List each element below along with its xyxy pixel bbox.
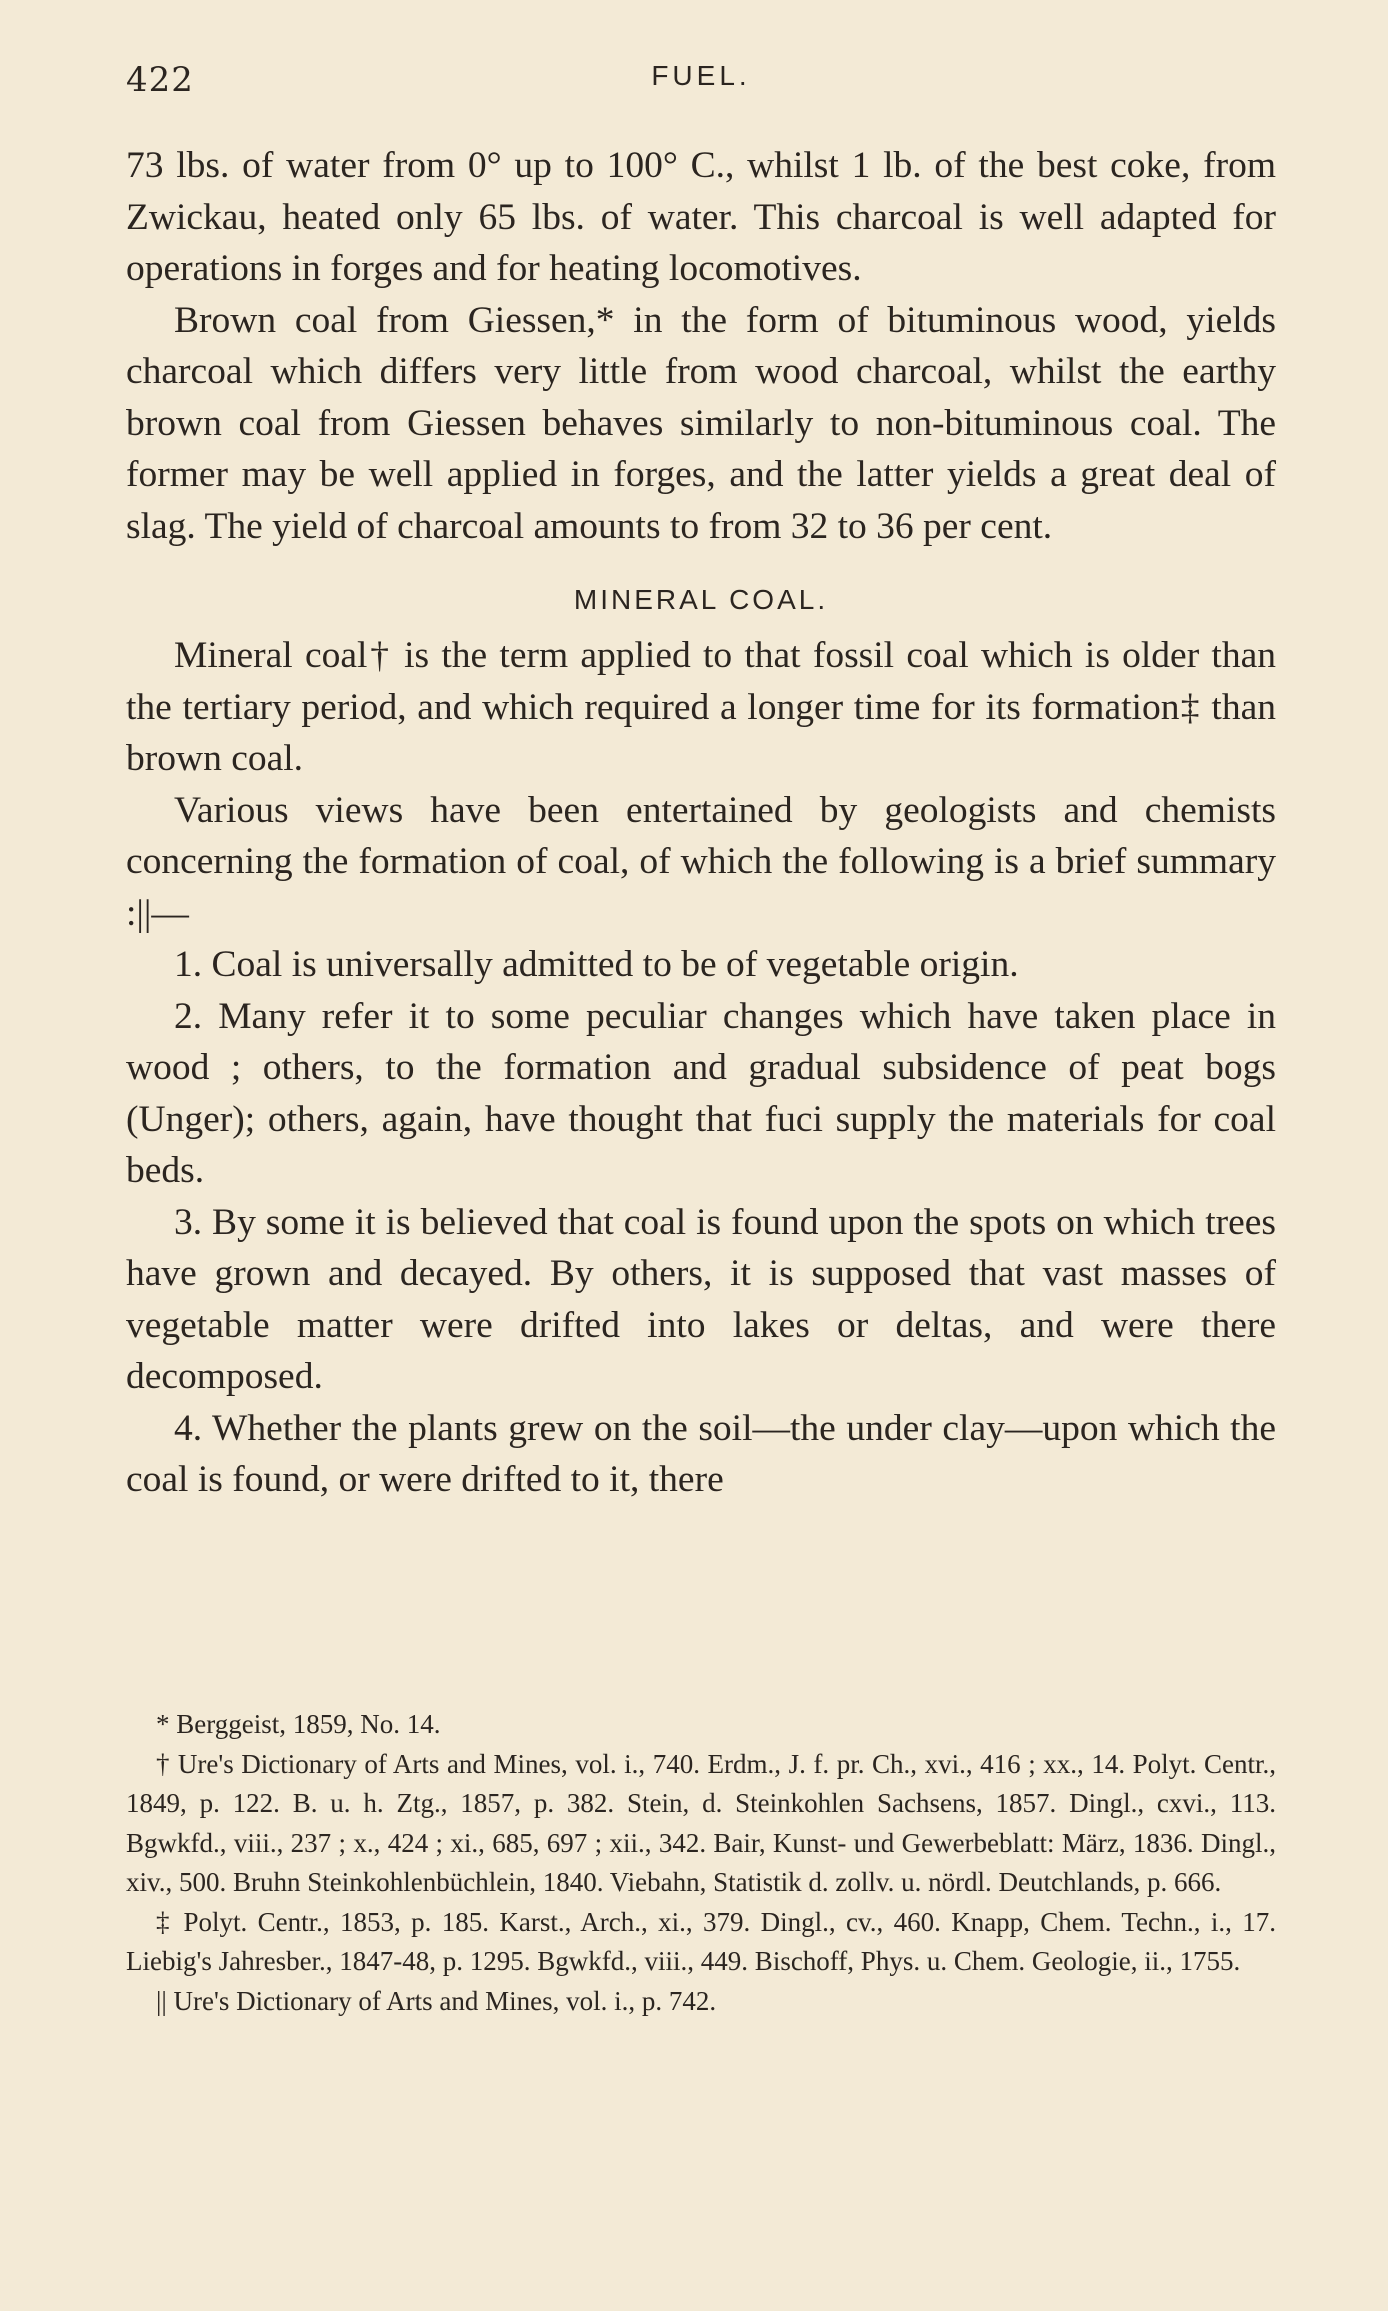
footnote: * Berggeist, 1859, No. 14. — [156, 1709, 441, 1739]
footnote: ‡ Polyt. Centr., 1853, p. 185. Karst., Arch., xi., 379. Dingl., cv., 460. Knapp, Chem. Techn., i., 17. Liebig's Jahresber., 1847-48, p. 1295. Bgwkfd., viii., 449. Bischoff, Phys. u. Chem. Geologie, ii., 1755. — [126, 1906, 1276, 1976]
paragraph: Mineral coal† is the term applied to that fossil coal which is older than the tertiary period, and which required a longer time for its formation‡ than brown coal. — [126, 635, 1276, 779]
list-item: 1. Coal is universally admitted to be of vegetable origin. — [174, 944, 1019, 985]
running-head: FUEL. — [651, 60, 751, 91]
page-number: 422 — [126, 60, 194, 100]
paragraph: Brown coal from Giessen,* in the form of bituminous wood, yields charcoal which differs very little from wood charcoal, whilst the earthy brown coal from Giessen behaves similarly to non-bituminous coal. The former may be well applied in forges, and the latter yields a great deal of slag. The yield of charcoal amounts to from 32 to 36 per cent. — [126, 299, 1276, 547]
paragraph: Various views have been entertained by geologists and chemists concerning the formation of coal, of which the following is a brief summary :||— — [126, 789, 1276, 934]
list-item: 4. Whether the plants grew on the soil—the under clay—upon which the coal is found, or were drifted to it, there — [126, 1407, 1276, 1500]
footnotes — [126, 1705, 1276, 2021]
section-title: MINERAL COAL. — [573, 584, 829, 615]
paragraph: 73 lbs. of water from 0° up to 100° C., whilst 1 lb. of the best coke, from Zwickau, heated only 65 lbs. of water. This charcoal is well adapted for operations in forges and for heating locomotives. — [126, 145, 1276, 289]
body-text — [126, 140, 1276, 1506]
footnote: || Ure's Dictionary of Arts and Mines, vol. i., p. 742. — [156, 1985, 717, 2016]
list-item: 3. By some it is believed that coal is found upon the spots on which trees have grown and decayed. By others, it is supposed that vast masses of vegetable matter were drifted into lakes or deltas, and were there decomposed. — [126, 1201, 1276, 1397]
page-header — [126, 60, 1276, 120]
footnote: † Ure's Dictionary of Arts and Mines, vol. i., 740. Erdm., J. f. pr. Ch., xvi., 416 ; xx., 14. Polyt. Centr., 1849, p. 122. B. u. h. Ztg., 1857, p. 382. Stein, d. Steinkohlen Sachsens, 1857. Dingl., cxvi., 113. Bgwkfd., viii., 237 ; x., 424 ; xi., 685, 697 ; xii., 342. Bair, Kunst- und Gewerbeblatt: März, 1836. Dingl., xiv., 500. Bruhn Steinkohlenbüchlein, 1840. Viebahn, Statistik d. zollv. u. nördl. Deutchlands, p. 666. — [126, 1748, 1276, 1897]
list-item: 2. Many refer it to some peculiar changes which have taken place in wood ; others, to the formation and gradual subsidence of peat bogs (Unger); others, again, have thought that fuci supply the materials for coal beds. — [126, 995, 1276, 1191]
